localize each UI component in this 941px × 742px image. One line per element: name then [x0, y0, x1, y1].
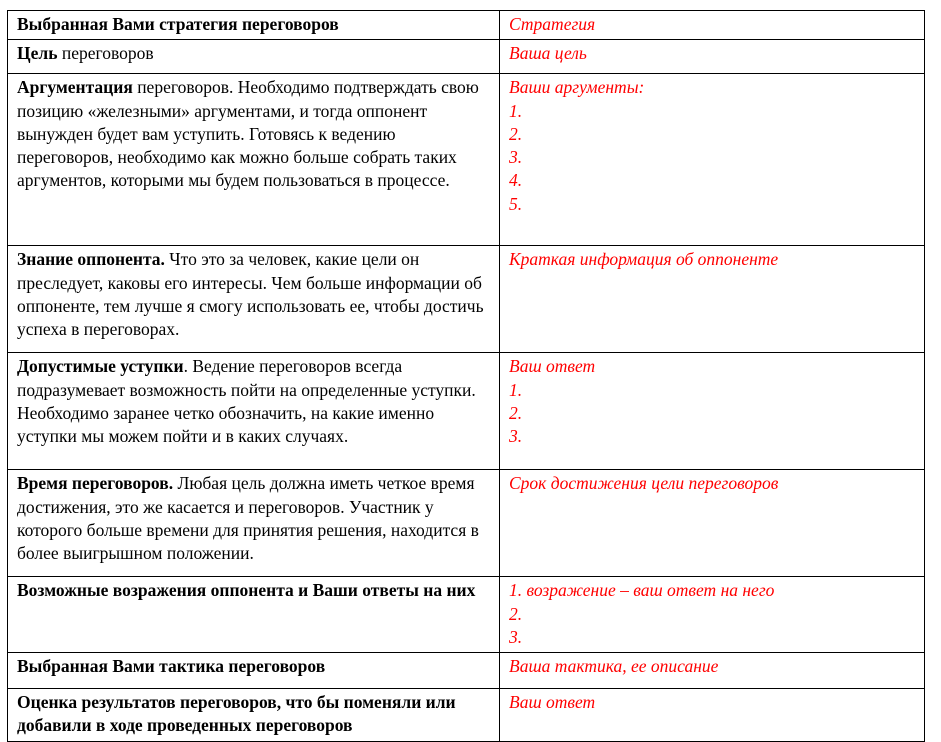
answer-line: 1.: [509, 100, 523, 121]
row-answer-cell: [500, 470, 925, 577]
table-row: [8, 74, 925, 246]
answer-line: Ваша тактика, ее описание: [509, 656, 719, 677]
row-answer-cell: [500, 40, 925, 74]
table-row: [8, 689, 925, 742]
row-answer-cell: [500, 653, 925, 689]
table-row: [8, 353, 925, 470]
row-answer-cell: [500, 74, 925, 246]
row-label-cell: [8, 689, 500, 742]
negotiation-plan-table: [7, 10, 925, 742]
row-label-bold: Оценка результатов переговоров, что бы поменяли или добавили в ходе проведенных переговоров: [17, 692, 456, 736]
table-row: [8, 470, 925, 577]
answer-line: 5.: [509, 193, 523, 214]
row-answer-cell: [500, 246, 925, 353]
answer-line: Ваш ответ: [509, 692, 596, 713]
row-label-cell: [8, 353, 500, 470]
row-label-text: переговоров: [57, 43, 154, 64]
row-label-bold: Выбранная Вами стратегия переговоров: [17, 14, 339, 34]
answer-line: Ваш ответ: [509, 356, 596, 377]
row-label-bold: Допустимые уступки: [17, 356, 184, 377]
answer-line: 1.: [509, 379, 523, 400]
table-row: [8, 653, 925, 689]
answer-line: 2.: [509, 123, 523, 144]
table-row: [8, 40, 925, 74]
answer-line: Срок достижения цели переговоров: [509, 473, 779, 494]
row-label-text: Любая цель должна иметь четкое время достижения, это же касается и переговоров. Участник у которого больше времени для принятия решения, находится в более выигрышном положении.: [17, 473, 479, 564]
row-label-bold: Аргументация: [17, 77, 133, 98]
answer-line: 3.: [509, 426, 523, 447]
answer-line: 4.: [509, 170, 523, 191]
answer-line: 2.: [509, 603, 523, 624]
row-label-text: . Ведение переговоров всегда подразумевает возможность пойти на определенные уступки. Необходимо заранее четко обозначить, на какие именно уступки мы можем пойти и в каких случаях.: [17, 356, 476, 447]
row-label-cell: [8, 653, 500, 689]
row-label-cell: [8, 246, 500, 353]
row-label-text: переговоров. Необходимо подтверждать свою позицию «железными» аргументами, и тогда оппонент вынужден будет вам уступить. Готовясь к ведению переговоров, необходимо как можно больше собрать таких аргументов, которыми мы будем пользоваться в процессе.: [17, 77, 479, 191]
answer-line: 3.: [509, 147, 523, 168]
row-label-bold: Цель: [17, 43, 58, 64]
row-label-bold: Знание оппонента.: [17, 249, 165, 270]
table-row: [8, 577, 925, 653]
table-row: [8, 11, 925, 40]
answer-line: Ваша цель: [509, 43, 587, 64]
answer-line: 1. возражение – ваш ответ на него: [509, 580, 775, 601]
row-label-bold: Возможные возражения оппонента и Ваши ответы на них: [17, 580, 476, 601]
table-row: [8, 246, 925, 353]
answer-line: 2.: [509, 402, 523, 423]
row-label-cell: [8, 74, 500, 246]
answer-line: Краткая информация об оппоненте: [509, 249, 779, 270]
row-label-cell: [8, 11, 500, 40]
row-label-cell: [8, 577, 500, 653]
row-label-bold: Время переговоров.: [17, 473, 174, 494]
row-label-text: Что это за человек, какие цели он преследует, каковы его интересы. Чем больше информации об оппоненте, тем лучше я смогу использовать ее, чтобы достичь успеха в переговорах.: [17, 249, 484, 340]
row-answer-cell: [500, 353, 925, 470]
answer-line: Стратегия: [509, 14, 596, 34]
row-label-cell: [8, 40, 500, 74]
row-label-cell: [8, 470, 500, 577]
answer-line: Ваши аргументы:: [509, 77, 645, 98]
row-answer-cell: [500, 577, 925, 653]
row-label-bold: Выбранная Вами тактика переговоров: [17, 656, 326, 677]
row-answer-cell: [500, 689, 925, 742]
row-answer-cell: [500, 11, 925, 40]
answer-line: 3.: [509, 626, 523, 647]
